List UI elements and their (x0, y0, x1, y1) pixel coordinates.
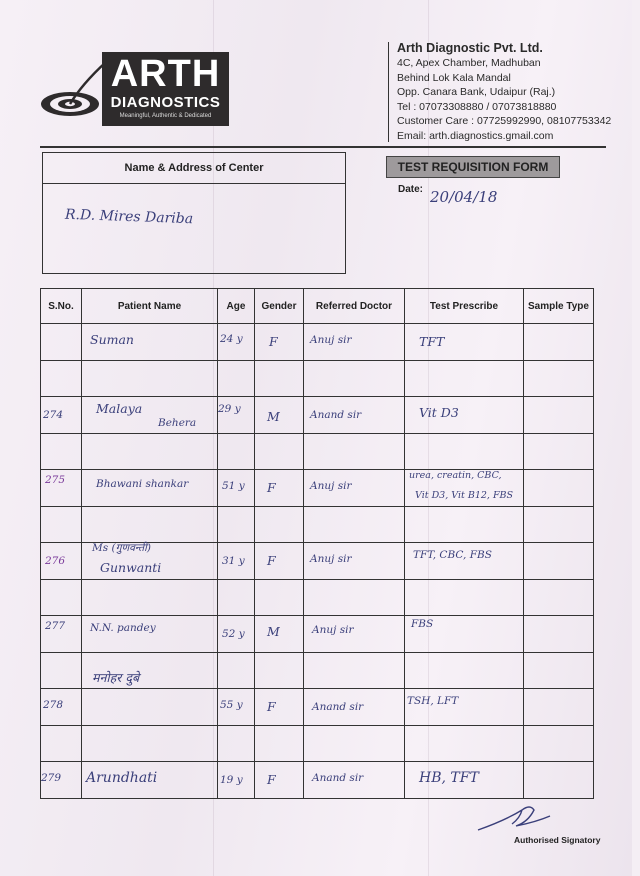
table-row (41, 762, 594, 799)
cell-patient-name (82, 506, 218, 543)
cell-gender: F (255, 689, 304, 726)
cell-test-prescribe (405, 433, 524, 470)
header-divider (388, 42, 389, 142)
cell-sno (41, 360, 82, 397)
cell-gender: F (255, 543, 304, 580)
cell-test-prescribe: urea, creatin, CBC, Vit D3, Vit B12, FBS (405, 470, 524, 507)
col-header-patient-name: Patient Name (82, 289, 218, 324)
table-header-row (41, 289, 594, 324)
cell-sno (41, 652, 82, 689)
patient-table (40, 288, 594, 799)
cell-gender (255, 579, 304, 616)
center-label: Name & Address of Center (43, 153, 345, 184)
cell-age (218, 652, 255, 689)
cell-referred-doctor: Anuj sir (304, 470, 405, 507)
company-details (397, 40, 611, 144)
table-row (41, 470, 594, 507)
cell-test-prescribe (405, 725, 524, 762)
cell-referred-doctor (304, 433, 405, 470)
cell-patient-name: Arundhati (82, 762, 218, 799)
cell-sample-type (524, 324, 594, 361)
cell-sno (41, 579, 82, 616)
cell-age: 19 y (218, 762, 255, 799)
cell-sno (41, 725, 82, 762)
cell-age: 51 y (218, 470, 255, 507)
logo-sub: DIAGNOSTICS (110, 94, 221, 111)
cell-sno: 274 (41, 397, 82, 434)
cell-test-prescribe (405, 579, 524, 616)
cell-patient-name: मनोहर दुबे (82, 652, 218, 689)
date-value: 20/04/18 (430, 188, 498, 206)
cell-test-prescribe: HB, TFT (405, 762, 524, 799)
cell-sample-type (524, 397, 594, 434)
cell-referred-doctor (304, 725, 405, 762)
table-row (41, 506, 594, 543)
cell-sample-type (524, 725, 594, 762)
cell-gender (255, 433, 304, 470)
cell-gender: M (255, 397, 304, 434)
cell-age (218, 579, 255, 616)
header-rule (40, 146, 606, 148)
cell-test-prescribe: TSH, LFT (405, 689, 524, 726)
cell-age (218, 725, 255, 762)
cell-patient-name: Malaya Behera (82, 397, 218, 434)
cell-age (218, 433, 255, 470)
table-row (41, 433, 594, 470)
cell-referred-doctor (304, 506, 405, 543)
cell-gender (255, 652, 304, 689)
company-email: Email: arth.diagnostics.gmail.com (397, 129, 554, 142)
company-address-line: Behind Lok Kala Mandal (397, 71, 511, 84)
target-arrow-icon (40, 60, 110, 120)
cell-test-prescribe: Vit D3 (405, 397, 524, 434)
cell-referred-doctor: Anuj sir (304, 616, 405, 653)
cell-referred-doctor (304, 652, 405, 689)
cell-patient-name (82, 579, 218, 616)
cell-sno: 275 (41, 470, 82, 507)
cell-referred-doctor (304, 579, 405, 616)
cell-test-prescribe: TFT, CBC, FBS (405, 543, 524, 580)
cell-sample-type (524, 470, 594, 507)
cell-sample-type (524, 762, 594, 799)
table-row (41, 360, 594, 397)
cell-age: 55 y (218, 689, 255, 726)
authorised-signatory-label: Authorised Signatory (514, 835, 601, 845)
table-row (41, 689, 594, 726)
table-row (41, 397, 594, 434)
company-address-line: Opp. Canara Bank, Udaipur (Raj.) (397, 86, 556, 99)
cell-sno: 279 (41, 762, 82, 799)
company-tel: Tel : 07073308880 / 07073818880 (397, 100, 557, 113)
cell-test-prescribe (405, 652, 524, 689)
cell-gender: F (255, 762, 304, 799)
cell-gender: F (255, 470, 304, 507)
cell-sample-type (524, 506, 594, 543)
cell-patient-name (82, 689, 218, 726)
col-header-referred-doctor: Referred Doctor (304, 289, 405, 324)
cell-sample-type (524, 543, 594, 580)
cell-patient-name: Bhawani shankar (82, 470, 218, 507)
logo-tagline: Meaningful, Authentic & Dedicated (119, 113, 212, 119)
cell-sample-type (524, 652, 594, 689)
cell-sample-type (524, 616, 594, 653)
cell-referred-doctor: Anand sir (304, 689, 405, 726)
cell-age: 29 y (218, 397, 255, 434)
cell-age (218, 360, 255, 397)
arth-logo (40, 50, 235, 130)
cell-gender (255, 725, 304, 762)
cell-sno (41, 506, 82, 543)
cell-age: 31 y (218, 543, 255, 580)
cell-sno (41, 433, 82, 470)
cell-referred-doctor: Anand sir (304, 762, 405, 799)
cell-patient-name: N.N. pandey (82, 616, 218, 653)
table-row (41, 725, 594, 762)
cell-gender (255, 506, 304, 543)
cell-gender (255, 360, 304, 397)
cell-test-prescribe (405, 360, 524, 397)
logo-brand: ARTH (110, 53, 221, 95)
center-box (42, 152, 346, 274)
signature-scribble-icon (476, 800, 556, 836)
cell-patient-name (82, 433, 218, 470)
col-header-age: Age (218, 289, 255, 324)
table-row (41, 324, 594, 361)
cell-age: 52 y (218, 616, 255, 653)
cell-age: 24 y (218, 324, 255, 361)
cell-patient-name: Suman (82, 324, 218, 361)
company-address-line: 4C, Apex Chamber, Madhuban (397, 57, 541, 69)
cell-age (218, 506, 255, 543)
center-name-handwritten: R.D. Mires Dariba (64, 206, 194, 228)
company-name: Arth Diagnostic Pvt. Ltd. (397, 41, 543, 55)
cell-sno (41, 324, 82, 361)
cell-patient-name: Ms (गुणवन्ती) Gunwanti (82, 543, 218, 580)
cell-test-prescribe (405, 506, 524, 543)
cell-referred-doctor: Anuj sir (304, 543, 405, 580)
form-title: TEST REQUISITION FORM (386, 156, 560, 178)
cell-sno: 278 (41, 689, 82, 726)
table-row (41, 616, 594, 653)
cell-sample-type (524, 579, 594, 616)
table-row (41, 543, 594, 580)
date-label: Date: (398, 184, 424, 195)
cell-sno: 276 (41, 543, 82, 580)
col-header-sample-type: Sample Type (524, 289, 594, 324)
cell-test-prescribe: TFT (405, 324, 524, 361)
cell-sample-type (524, 689, 594, 726)
cell-referred-doctor: Anuj sir (304, 324, 405, 361)
cell-patient-name (82, 725, 218, 762)
cell-sample-type (524, 360, 594, 397)
cell-sample-type (524, 433, 594, 470)
col-header-test-prescribe: Test Prescribe (405, 289, 524, 324)
table-row (41, 652, 594, 689)
company-customer-care: Customer Care : 07725992990, 08107753342 (397, 115, 612, 128)
table-row (41, 579, 594, 616)
col-header-sno: S.No. (41, 289, 82, 324)
col-header-gender: Gender (255, 289, 304, 324)
cell-referred-doctor (304, 360, 405, 397)
cell-referred-doctor: Anand sir (304, 397, 405, 434)
cell-test-prescribe: FBS (405, 616, 524, 653)
cell-sno: 277 (41, 616, 82, 653)
cell-gender: F (255, 324, 304, 361)
logo-wordmark-box (102, 52, 229, 126)
cell-patient-name (82, 360, 218, 397)
cell-gender: M (255, 616, 304, 653)
